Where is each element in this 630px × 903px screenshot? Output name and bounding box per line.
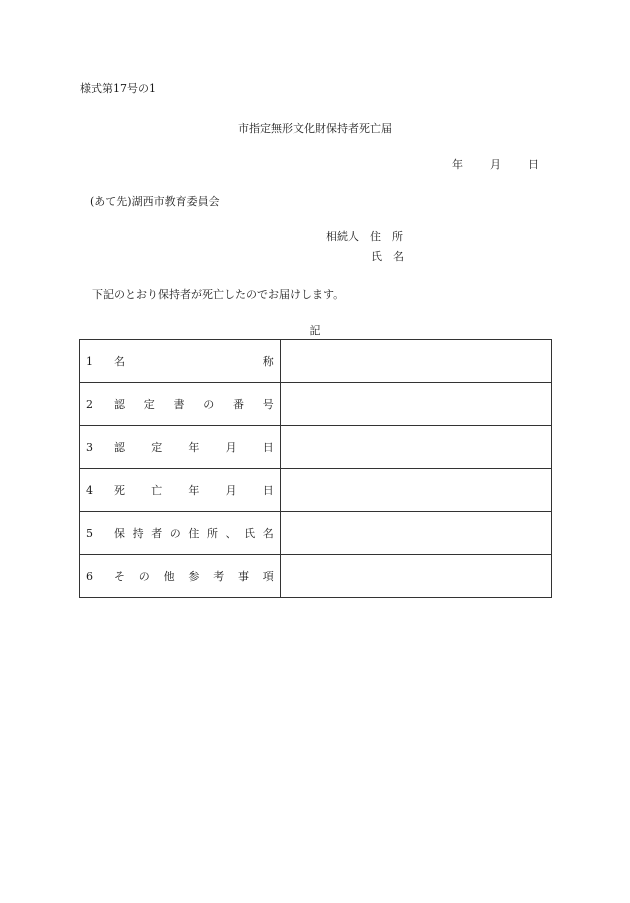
address-label: 住 所	[370, 230, 403, 243]
row-number: 6	[86, 569, 93, 583]
heir-label: 相続人	[326, 230, 359, 243]
row-label-char: 月	[225, 441, 237, 454]
row-label	[114, 525, 274, 541]
row-label-char: 月	[225, 484, 237, 497]
row-label-char: 名	[114, 355, 125, 368]
row-label-container	[86, 568, 274, 584]
statement-text: 下記のとおり保持者が死亡したのでお届けします。	[92, 288, 345, 301]
date-line	[452, 156, 539, 172]
row-label-char: 考	[213, 570, 225, 583]
row-label	[114, 439, 274, 455]
row-label-char: 他	[163, 570, 175, 583]
table-row	[80, 340, 552, 383]
row-label-char: 持	[132, 527, 144, 540]
row-number: 5	[86, 526, 93, 540]
row-value-field[interactable]	[280, 512, 551, 555]
form-number: 様式第17号の1	[80, 82, 156, 95]
row-label-char: 、	[225, 527, 237, 540]
row-label-cell	[80, 426, 281, 469]
row-label-char: の	[138, 570, 150, 583]
addressee: (あて先)湖西市教育委員会	[90, 195, 220, 208]
applicant-block	[326, 229, 404, 269]
row-label-char: 保	[114, 527, 125, 540]
row-label-cell	[80, 555, 281, 598]
row-value-field[interactable]	[280, 426, 551, 469]
row-label-char: 年	[188, 484, 200, 497]
row-label-char: の	[169, 527, 181, 540]
row-label-char: 氏	[244, 527, 256, 540]
row-label-char: 定	[151, 441, 163, 454]
table-row	[80, 469, 552, 512]
date-day-label: 日	[528, 158, 539, 171]
row-label	[114, 568, 274, 584]
row-label-char: 参	[188, 570, 200, 583]
row-label-container	[86, 525, 274, 541]
row-label	[114, 396, 274, 412]
table-row	[80, 512, 552, 555]
row-label-char: 年	[188, 441, 200, 454]
row-value-field[interactable]	[280, 383, 551, 426]
row-label	[114, 482, 274, 498]
date-month-label: 月	[490, 158, 501, 171]
table-row	[80, 555, 552, 598]
row-label-char: 住	[188, 527, 200, 540]
row-label-char: 書	[173, 398, 185, 411]
row-label-char: そ	[114, 570, 125, 583]
table-row	[80, 383, 552, 426]
row-label-char: 名	[262, 527, 274, 540]
row-label-char: 認	[114, 441, 125, 454]
row-label-char: 日	[262, 441, 274, 454]
row-label-char: 亡	[151, 484, 163, 497]
row-label-char: 項	[262, 570, 274, 583]
row-label-char: 所	[206, 527, 218, 540]
row-number: 4	[86, 483, 93, 497]
row-label-char: 事	[237, 570, 249, 583]
row-number: 1	[86, 354, 93, 368]
table-row	[80, 426, 552, 469]
row-label-char: 番	[233, 398, 244, 411]
row-number: 3	[86, 440, 93, 454]
row-label-char: 者	[151, 527, 163, 540]
date-year-label: 年	[452, 158, 463, 171]
row-label-char: 定	[143, 398, 155, 411]
row-label-cell	[80, 340, 281, 383]
row-label-cell	[80, 469, 281, 512]
row-number: 2	[86, 397, 93, 411]
row-label-char: 死	[114, 484, 125, 497]
row-label-char: の	[203, 398, 215, 411]
row-value-field[interactable]	[280, 555, 551, 598]
row-label-container	[86, 439, 274, 455]
ki-heading: 記	[309, 324, 321, 337]
row-label-char: 称	[262, 355, 274, 368]
row-label	[114, 353, 274, 369]
row-label-char: 号	[262, 398, 274, 411]
row-label-cell	[80, 512, 281, 555]
row-label-container	[86, 396, 274, 412]
name-label: 氏 名	[371, 250, 404, 263]
row-label-char: 認	[114, 398, 125, 411]
row-label-char: 日	[262, 484, 274, 497]
row-label-container	[86, 482, 274, 498]
row-label-container	[86, 353, 274, 369]
document-title: 市指定無形文化財保持者死亡届	[238, 122, 392, 135]
details-table	[79, 339, 552, 598]
row-value-field[interactable]	[280, 469, 551, 512]
row-label-cell	[80, 383, 281, 426]
row-value-field[interactable]	[280, 340, 551, 383]
